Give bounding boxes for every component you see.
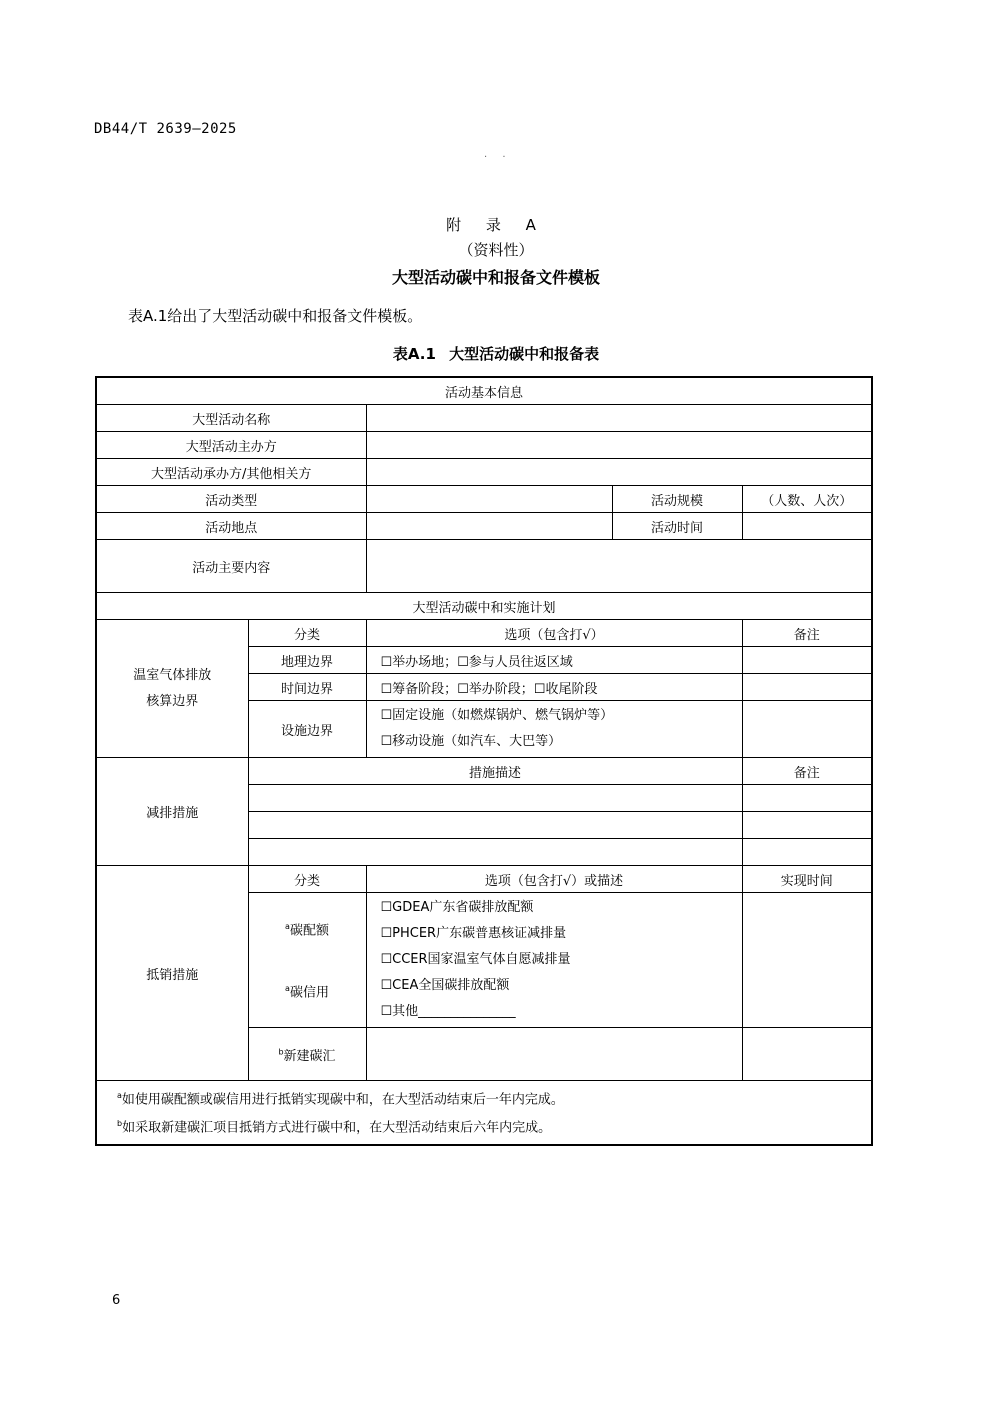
ghg-boundary-label-line1: 温室气体排放: [133, 667, 212, 683]
event-host-value[interactable]: [366, 432, 872, 459]
event-content-label: 活动主要内容: [96, 540, 366, 593]
offset-options-header: 选项（包含打√）或描述: [366, 866, 742, 893]
reduction-remark-row[interactable]: [742, 812, 872, 839]
offset-option-other[interactable]: ☐其他_______________: [380, 1004, 516, 1019]
intro-paragraph: 表A.1给出了大型活动碳中和报备文件模板。: [128, 307, 423, 325]
event-type-value[interactable]: [366, 486, 612, 513]
document-code: DB44/T 2639—2025: [94, 121, 237, 137]
carbon-credit-sup: a: [285, 984, 290, 993]
event-name-value[interactable]: [366, 405, 872, 432]
appendix-nature: （资料性）: [458, 241, 534, 259]
ghg-boundary-label-line2: 核算边界: [146, 693, 199, 709]
geo-boundary-remark[interactable]: [742, 647, 872, 674]
table-caption: [0, 343, 992, 364]
offset-option-gdea[interactable]: ☐GDEA广东省碳排放配额: [380, 900, 534, 915]
carbon-credit-label: $^a$碳信用: [285, 984, 329, 1001]
offset-option-cea[interactable]: ☐CEA全国碳排放配额: [380, 978, 510, 993]
appendix-title: 大型活动碳中和报备文件模板: [391, 268, 600, 287]
event-location-label: 活动地点: [96, 513, 366, 540]
carbon-quota-label: $^a$碳配额: [285, 921, 329, 938]
offset-category-header: 分类: [248, 866, 366, 893]
new-carbon-sink-time[interactable]: [742, 1028, 872, 1081]
offset-quota-time[interactable]: [742, 893, 872, 1028]
reduction-description-row[interactable]: [248, 839, 742, 866]
reduction-description-row[interactable]: [248, 785, 742, 812]
event-type-label: 活动类型: [96, 486, 366, 513]
facility-option-mobile[interactable]: ☐移动设施（如汽车、大巴等）: [380, 734, 562, 749]
geo-boundary-options[interactable]: ☐举办场地；☐参与人员往返区域: [366, 647, 742, 674]
facility-boundary-options[interactable]: [366, 701, 742, 758]
reduction-remark-row[interactable]: [742, 785, 872, 812]
footnote-b: $^b$如采取新建碳汇项目抵销方式进行碳中和，在大型活动结束后六年内完成。: [117, 1119, 552, 1136]
offset-time-header: 实现时间: [742, 866, 872, 893]
reduction-description-header: 措施描述: [248, 758, 742, 785]
new-carbon-sink-label: $^b$新建碳汇: [248, 1028, 366, 1081]
table-footnotes: [96, 1081, 872, 1145]
geo-boundary-label: 地理边界: [248, 647, 366, 674]
time-boundary-remark[interactable]: [742, 674, 872, 701]
facility-boundary-remark[interactable]: [742, 701, 872, 758]
section-basic-info: 活动基本信息: [96, 377, 872, 405]
filing-table: [95, 376, 873, 1146]
offset-options-list[interactable]: [366, 893, 742, 1028]
event-scale-label: 活动规模: [612, 486, 742, 513]
offset-measures-label: 抵销措施: [96, 866, 248, 1081]
section-implementation-plan: 大型活动碳中和实施计划: [96, 593, 872, 620]
header-dots: · ·: [484, 152, 512, 163]
boundary-options-header: 选项（包含打√）: [366, 620, 742, 647]
offset-category-quota-credit: [248, 893, 366, 1028]
reduction-description-row[interactable]: [248, 812, 742, 839]
facility-option-fixed[interactable]: ☐固定设施（如燃煤锅炉、燃气锅炉等）: [380, 708, 614, 723]
event-time-label: 活动时间: [612, 513, 742, 540]
appendix-label: 附 录 A: [446, 216, 546, 234]
time-boundary-label: 时间边界: [248, 674, 366, 701]
event-organizer-value[interactable]: [366, 459, 872, 486]
facility-boundary-label: 设施边界: [248, 701, 366, 758]
event-name-label: 大型活动名称: [96, 405, 366, 432]
page-number: 6: [112, 1293, 121, 1308]
footnote-a: $^a$如使用碳配额或碳信用进行抵销实现碳中和，在大型活动结束后一年内完成。: [117, 1091, 564, 1108]
new-carbon-sink-sup: b: [278, 1047, 284, 1057]
event-host-label: 大型活动主办方: [96, 432, 366, 459]
reduction-measures-label: 减排措施: [96, 758, 248, 866]
boundary-remark-header: 备注: [742, 620, 872, 647]
time-boundary-options[interactable]: ☐筹备阶段；☐举办阶段；☐收尾阶段: [366, 674, 742, 701]
table-number: 表A.1: [392, 345, 436, 363]
boundary-category-header: 分类: [248, 620, 366, 647]
table-title: 大型活动碳中和报备表: [449, 345, 600, 363]
event-scale-hint[interactable]: （人数、人次）: [742, 486, 872, 513]
reduction-remark-row[interactable]: [742, 839, 872, 866]
event-location-value[interactable]: [366, 513, 612, 540]
event-time-value[interactable]: [742, 513, 872, 540]
offset-option-ccer[interactable]: ☐CCER国家温室气体自愿减排量: [380, 952, 571, 967]
event-content-value[interactable]: [366, 540, 872, 593]
carbon-quota-sup: a: [285, 921, 290, 931]
new-carbon-sink-value[interactable]: [366, 1028, 742, 1081]
offset-option-phcer[interactable]: ☐PHCER广东碳普惠核证减排量: [380, 926, 567, 941]
event-organizer-label: 大型活动承办方/其他相关方: [96, 459, 366, 486]
ghg-boundary-label: [96, 620, 248, 758]
reduction-remark-header: 备注: [742, 758, 872, 785]
